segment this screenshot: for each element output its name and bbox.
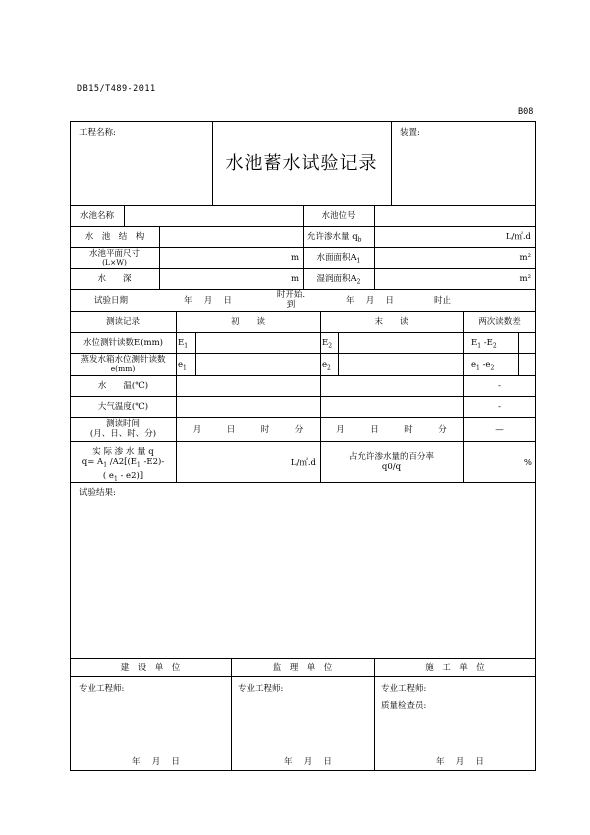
e1-label: $E_1$ xyxy=(178,338,189,350)
actual-seepage-label: 实 际 渗 水 量 q $q= A_1$ $/A2[(E_1$ -E2)- ( $e_1 - e2$)] xyxy=(81,447,165,483)
start-date: 年 月 日 xyxy=(184,296,232,306)
initial-reading-header: 初 读 xyxy=(230,317,265,327)
water-depth-label: 水 深 xyxy=(97,274,132,284)
supervision-sign-date: 年 月 日 xyxy=(284,757,332,767)
end-date: 年 月 日 xyxy=(346,296,394,306)
wet-area-unit: m² xyxy=(519,274,531,284)
pool-size-label: 水池平面尺寸 (L×W) xyxy=(88,249,140,267)
water-temp-diff: - xyxy=(498,381,501,391)
builder-engineer-label: 专业工程师: xyxy=(381,684,427,694)
pool-size-unit: m xyxy=(290,253,299,263)
allowed-seepage-label: 允许渗水量 $q_b$ xyxy=(307,232,362,244)
builder-unit-header: 施 工 单 位 xyxy=(425,663,485,673)
water-gauge-label: 水位测针读数E(mm) xyxy=(83,338,163,348)
standard-number: DB15/T489-2011 xyxy=(77,84,156,94)
quality-inspector-label: 质量检查员: xyxy=(381,701,427,711)
pool-structure-label: 水 池 结 构 xyxy=(84,232,145,242)
final-read-time: 月 日 时 分 xyxy=(336,425,447,435)
seepage-percent-unit: % xyxy=(523,458,532,468)
construction-sign-date: 年 月 日 xyxy=(132,757,180,767)
device-label: 装置: xyxy=(400,128,420,138)
record-form xyxy=(70,121,536,771)
water-depth-unit: m xyxy=(290,274,299,284)
e1-small-label: $e_1$ xyxy=(178,360,187,372)
supervision-engineer-label: 专业工程师: xyxy=(238,684,284,694)
test-date-label: 试验日期 xyxy=(94,296,129,306)
allowed-seepage-unit: L/㎡.d xyxy=(505,232,531,242)
water-area-unit: m² xyxy=(519,253,531,263)
e2-label: $E_2$ xyxy=(322,338,333,350)
wet-area-label: 湿润面积$A_2$ xyxy=(316,274,361,286)
actual-seepage-unit: L/㎡.d xyxy=(290,458,316,468)
project-name-label: 工程名称: xyxy=(79,128,116,138)
read-time-diff: — xyxy=(495,425,504,435)
reading-diff-header: 两次读数差 xyxy=(478,317,521,327)
supervision-unit-header: 监 理 单 位 xyxy=(272,663,333,673)
water-area-label: 水面面积$A_1$ xyxy=(316,253,361,265)
reading-record-label: 测读记录 xyxy=(105,317,140,327)
air-temp-label: 大气温度(℃) xyxy=(97,402,149,412)
water-temp-label: 水 温(℃) xyxy=(97,381,149,391)
air-temp-diff: - xyxy=(498,402,501,412)
page-title: 水池蓄水试验记录 xyxy=(225,153,378,174)
evap-gauge-label: 蒸发水箱水位测针读数 e(mm) xyxy=(80,355,166,373)
read-time-label: 测读时间 (月、日、时、分) xyxy=(89,419,157,439)
pool-number-label: 水池位号 xyxy=(321,211,356,221)
pool-name-label: 水池名称 xyxy=(79,211,114,221)
construction-unit-header: 建 设 单 位 xyxy=(120,663,181,673)
e-diff-label: $E_1$ $-E_2$ xyxy=(471,338,497,350)
e2-small-label: $e_2$ xyxy=(322,360,331,372)
form-code: B08 xyxy=(518,107,534,117)
construction-engineer-label: 专业工程师: xyxy=(79,684,125,694)
test-result-label: 试验结果: xyxy=(79,488,116,498)
builder-sign-date: 年 月 日 xyxy=(436,757,484,767)
end-time-label: 时止 xyxy=(434,296,452,306)
final-reading-header: 末 读 xyxy=(374,317,409,327)
start-time-label: 时开始. 到 xyxy=(276,290,306,310)
e-small-diff-label: $e_1$ $-e_2$ xyxy=(471,360,495,372)
initial-read-time: 月 日 时 分 xyxy=(192,425,304,435)
seepage-percent-label: 占允许渗水量的百分率 q0/q xyxy=(348,452,434,472)
